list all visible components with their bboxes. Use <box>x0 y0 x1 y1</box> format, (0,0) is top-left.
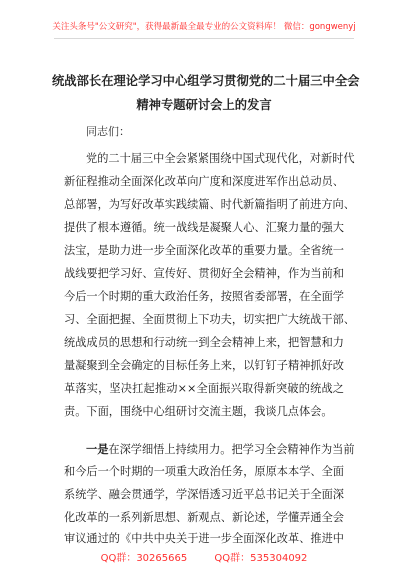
paragraph-line: 习、全面把握、全面贯彻上下功夫，切实把广大统战干部、 <box>64 313 355 326</box>
point-lead-text: 在深学细悟上持续用力。把学习全会精神作为当前 <box>108 443 355 456</box>
paragraph-line: 党的二十届三中全会紧紧围绕中国式现代化，对新时代 <box>86 152 355 165</box>
paragraph-line: 战线要把学习好、宣传好、贯彻好全会精神，作为当前和 <box>64 267 344 280</box>
paragraph-line: 今后一个时期的重大政治任务，按照省委部署，在全面学 <box>64 290 344 303</box>
qq-group-1: QQ群：30265665 <box>100 553 188 564</box>
paragraph-line <box>86 442 355 457</box>
point-lead: 一是 <box>86 442 109 456</box>
paragraph-line: 审议通过的《中共中央关于进一步全面深化改革、推进中 <box>64 532 344 545</box>
paragraph-line: 责。下面，围绕中心组研讨交流主题，我谈几点体会。 <box>64 405 333 418</box>
qq-group-2: QQ群：535304092 <box>214 553 308 564</box>
paragraph-line: 新征程推动全面深化改革向广度和深度进军作出总动员、 <box>64 175 344 188</box>
page-footer <box>0 549 408 564</box>
paragraph-line: 和今后一个时期的一项重大政治任务，原原本本学、全面 <box>64 465 344 478</box>
document-title-line-1: 统战部长在理论学习中心组学习贯彻党的二十届三中全会 <box>52 74 360 88</box>
paragraph-line: 总部署，为写好改革实践续篇、时代新篇指明了前进方向、 <box>64 198 355 211</box>
document-title-line-2: 精神专题研讨会上的发言 <box>136 98 272 112</box>
paragraph-line: 系统学、融会贯通学，学深悟透习近平总书记关于全面深 <box>64 488 344 501</box>
header-divider <box>54 38 354 39</box>
paragraph-line: 量凝聚到全会确定的目标任务上来，以钉钉子精神抓好改 <box>64 359 344 372</box>
paragraph-line: 提供了根本遵循。统一战线是凝聚人心、汇聚力量的强大 <box>64 221 344 234</box>
paragraph-line: 统战成员的思想和行动统一到全会精神上来，把智慧和力 <box>64 336 344 349</box>
paragraph-line: 革落实，坚决扛起推动××全面振兴取得新突破的统战之 <box>64 382 344 395</box>
salutation: 同志们： <box>86 125 130 138</box>
paragraph-line: 化改革的一系列新思想、新观点、新论述，学懂弄通全会 <box>64 511 344 524</box>
paragraph-line: 法宝，是助力进一步全面深化改革的重要力量。全省统一 <box>64 244 344 257</box>
page-header-banner: 关注头条号"公文研究"，获得最新最全最专业的公文资料库！ 微信：gongwenyj <box>52 22 356 32</box>
